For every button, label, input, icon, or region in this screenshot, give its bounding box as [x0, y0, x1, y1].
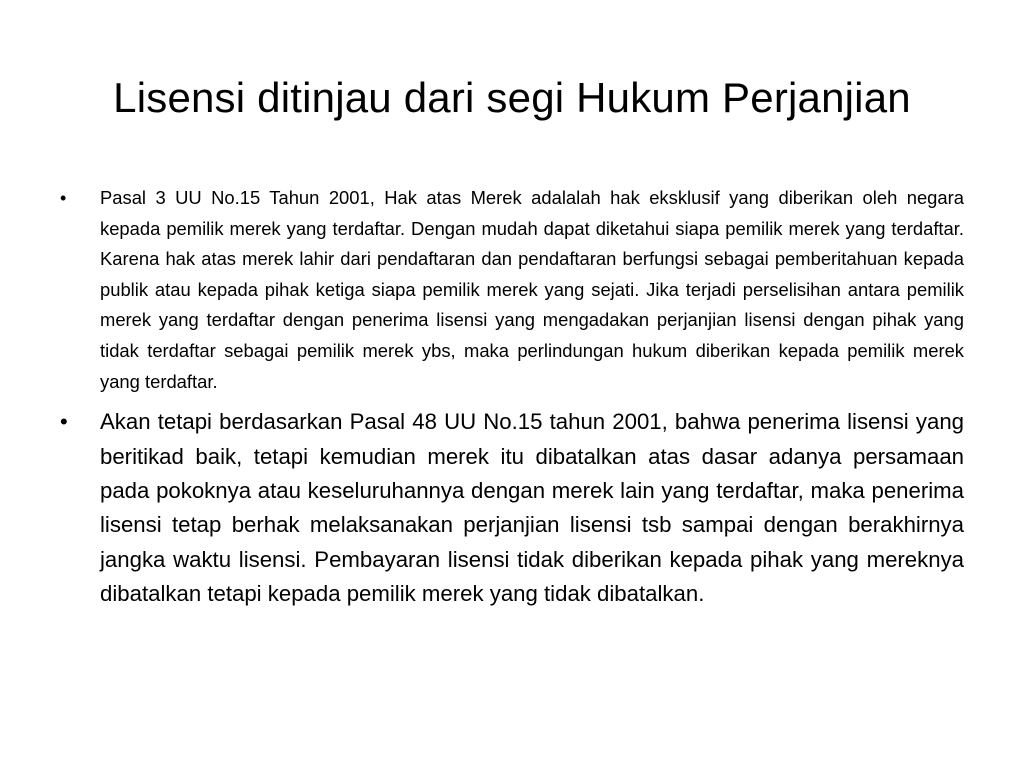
slide-title: Lisensi ditinjau dari segi Hukum Perjanjian: [113, 74, 911, 121]
bullet-text: Akan tetapi berdasarkan Pasal 48 UU No.15 tahun 2001, bahwa penerima lisensi yang beritikad baik, tetapi kemudian merek itu dibatalkan atas dasar adanya persamaan pada pokoknya atau keseluruhannya dengan merek lain yang terdaftar, maka penerima lisensi tetap berhak melaksanakan perjanjian lisensi tsb sampai dengan berakhirnya jangka waktu lisensi. Pembayaran lisensi tidak diberikan kepada pihak yang mereknya dibatalkan tetapi kepada pemilik merek yang tidak dibatalkan.: [100, 409, 964, 607]
bullet-marker: •: [60, 409, 68, 435]
bullet-marker: •: [60, 188, 67, 208]
bullet-item: [60, 183, 964, 397]
bullet-text: Pasal 3 UU No.15 Tahun 2001, Hak atas Merek adalalah hak eksklusif yang diberikan oleh negara kepada pemilik merek yang terdaftar. Dengan mudah dapat diketahui siapa pemilik merek yang terdaftar. Karena hak atas merek lahir dari pendaftaran dan pendaftaran berfungsi sebagai pemberitahuan kepada publik atau kepada pihak ketiga siapa pemilik merek yang sejati. Jika terjadi perselisihan antara pemilik merek yang terdaftar dengan penerima lisensi yang mengadakan perjanjian lisensi dengan pihak yang tidak terdaftar sebagai pemilik merek ybs, maka perlindungan hukum diberikan kepada pemilik merek yang terdaftar.: [100, 187, 964, 392]
bullet-item: [60, 405, 964, 611]
bullet-list: [60, 183, 964, 620]
